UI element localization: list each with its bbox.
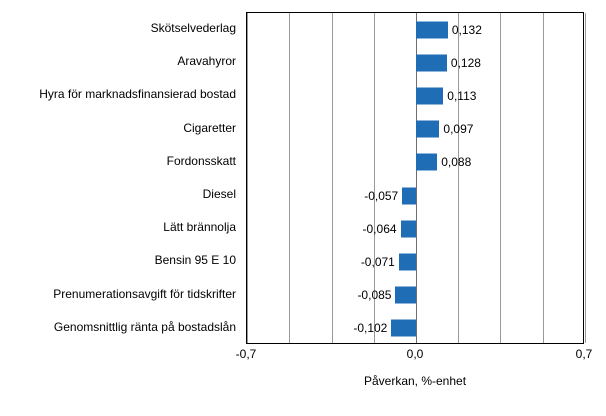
category-label: Fordonsskatt xyxy=(166,153,236,168)
category-label: Lätt brännolja xyxy=(163,220,236,235)
bar-rows xyxy=(247,13,583,343)
bar xyxy=(399,253,416,270)
bar-value-label: -0,085 xyxy=(357,288,392,303)
category-label: Cigaretter xyxy=(183,120,236,135)
category-label: Bensin 95 E 10 xyxy=(154,253,236,268)
bar-row xyxy=(247,179,583,212)
category-axis-labels xyxy=(0,12,241,344)
category-label: Hyra för marknadsfinansierad bostad xyxy=(39,87,236,102)
bar xyxy=(416,121,439,138)
bar xyxy=(401,220,416,237)
plot-area xyxy=(246,12,584,344)
bar-value-label: -0,064 xyxy=(362,221,397,236)
x-axis-title: Påverkan, %-enhet xyxy=(363,374,467,388)
bar-row xyxy=(247,113,583,146)
bar-row xyxy=(247,13,583,46)
category-label: Skötselvederlag xyxy=(150,21,236,36)
bar-value-label: -0,102 xyxy=(353,321,388,336)
bar-value-label: 0,088 xyxy=(441,155,472,170)
bar-value-label: 0,113 xyxy=(447,88,477,103)
bar xyxy=(391,320,416,337)
bar-row xyxy=(247,79,583,112)
bar xyxy=(416,21,448,38)
bar-value-label: -0,057 xyxy=(364,188,399,203)
bar-row xyxy=(247,146,583,179)
bar-row xyxy=(247,312,583,345)
bar-row xyxy=(247,212,583,245)
bar xyxy=(416,54,447,71)
category-label: Prenumerationsavgift för tidskrifter xyxy=(53,286,236,301)
bar xyxy=(416,154,437,171)
x-tick-label: 0,7 xyxy=(575,347,593,361)
gridline xyxy=(585,13,586,343)
bar-row xyxy=(247,46,583,79)
category-label: Genomsnittlig ränta på bostadslån xyxy=(53,319,236,334)
x-tick-label: -0,7 xyxy=(235,347,257,361)
bar xyxy=(416,87,443,104)
bar-value-label: 0,132 xyxy=(451,22,482,37)
bar-row xyxy=(247,245,583,278)
bar xyxy=(395,287,416,304)
category-label: Diesel xyxy=(202,187,236,202)
bar-value-label: 0,128 xyxy=(450,55,481,70)
x-tick-label: 0,0 xyxy=(406,347,424,361)
bar-row xyxy=(247,279,583,312)
bar-value-label: -0,071 xyxy=(360,254,395,269)
bar-value-label: 0,097 xyxy=(443,122,474,137)
category-label: Aravahyror xyxy=(177,54,236,69)
bar xyxy=(402,187,416,204)
